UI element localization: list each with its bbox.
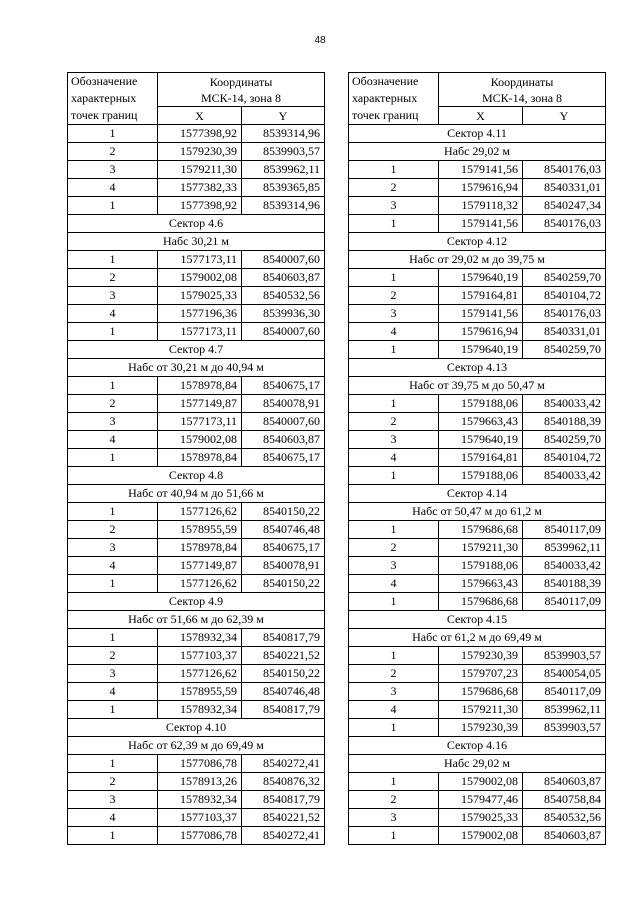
- y-coordinate: 8540247,34: [523, 197, 606, 215]
- y-column-header: Y: [523, 107, 606, 125]
- table-row: [349, 413, 606, 431]
- sector-height: Набс от 51,66 м до 62,39 м: [68, 611, 325, 629]
- table-row: [68, 449, 325, 467]
- point-number: 1: [349, 521, 439, 539]
- y-coordinate: 8540876,32: [242, 773, 325, 791]
- table-body: [349, 125, 606, 845]
- point-number: 3: [68, 539, 158, 557]
- y-coordinate: 8539314,96: [242, 197, 325, 215]
- x-coordinate: 1579640,19: [439, 341, 523, 359]
- point-number: 1: [349, 161, 439, 179]
- point-number: 1: [349, 215, 439, 233]
- point-number: 1: [349, 719, 439, 737]
- table-row: [349, 647, 606, 665]
- table-row: [68, 755, 325, 773]
- y-coordinate: 8540033,42: [523, 395, 606, 413]
- point-number: 1: [68, 125, 158, 143]
- table-row: [349, 467, 606, 485]
- point-number: 4: [68, 683, 158, 701]
- table-row: [68, 125, 325, 143]
- sector-height: Набс от 29,02 м до 39,75 м: [349, 251, 606, 269]
- y-coordinate: 8539903,57: [242, 143, 325, 161]
- x-coordinate: 1579188,06: [439, 557, 523, 575]
- sector-title-row: [349, 233, 606, 251]
- sector-title-row: [349, 359, 606, 377]
- x-coordinate: 1579616,94: [439, 179, 523, 197]
- table-row: [68, 269, 325, 287]
- x-coordinate: 1579025,33: [158, 287, 242, 305]
- point-number: 1: [68, 701, 158, 719]
- x-coordinate: 1577173,11: [158, 413, 242, 431]
- table-row: [68, 305, 325, 323]
- y-coordinate: 8540746,48: [242, 521, 325, 539]
- y-coordinate: 8540259,70: [523, 431, 606, 449]
- y-coordinate: 8539962,11: [523, 701, 606, 719]
- point-number: 4: [68, 557, 158, 575]
- x-coordinate: 1579211,30: [158, 161, 242, 179]
- x-coordinate: 1579164,81: [439, 287, 523, 305]
- x-coordinate: 1577196,36: [158, 305, 242, 323]
- y-coordinate: 8539365,85: [242, 179, 325, 197]
- y-coordinate: 8540331,01: [523, 179, 606, 197]
- table-row: [68, 395, 325, 413]
- table-row: [349, 827, 606, 845]
- point-number: 4: [68, 809, 158, 827]
- x-coordinate: 1579616,94: [439, 323, 523, 341]
- y-coordinate: 8540532,56: [523, 809, 606, 827]
- table-row: [68, 179, 325, 197]
- y-coordinate: 8540176,03: [523, 215, 606, 233]
- x-coordinate: 1577126,62: [158, 575, 242, 593]
- x-coordinate: 1579663,43: [439, 413, 523, 431]
- y-coordinate: 8540033,42: [523, 467, 606, 485]
- x-coordinate: 1579230,39: [439, 647, 523, 665]
- table-row: [349, 287, 606, 305]
- sector-height: Набс от 62,39 м до 69,49 м: [68, 737, 325, 755]
- sector-height-row: [349, 629, 606, 647]
- sector-title-row: [349, 737, 606, 755]
- sector-title-row: [68, 719, 325, 737]
- x-coordinate: 1579002,08: [158, 431, 242, 449]
- point-number: 1: [68, 197, 158, 215]
- table-row: [349, 719, 606, 737]
- y-coordinate: 8540117,09: [523, 521, 606, 539]
- table-row: [68, 575, 325, 593]
- y-coordinate: 8540675,17: [242, 449, 325, 467]
- x-coordinate: 1579002,08: [439, 773, 523, 791]
- sector-title: Сектор 4.11: [349, 125, 606, 143]
- x-coordinate: 1577126,62: [158, 665, 242, 683]
- y-coordinate: 8540817,79: [242, 701, 325, 719]
- x-coordinate: 1578932,34: [158, 629, 242, 647]
- table-row: [68, 413, 325, 431]
- x-coordinate: 1578955,59: [158, 683, 242, 701]
- y-coordinate: 8540188,39: [523, 413, 606, 431]
- y-coordinate: 8540150,22: [242, 503, 325, 521]
- y-coordinate: 8539314,96: [242, 125, 325, 143]
- sector-title: Сектор 4.9: [68, 593, 325, 611]
- x-coordinate: 1577173,11: [158, 323, 242, 341]
- x-coordinate: 1579188,06: [439, 467, 523, 485]
- x-coordinate: 1577103,37: [158, 809, 242, 827]
- x-coordinate: 1579640,19: [439, 431, 523, 449]
- point-number: 1: [349, 827, 439, 845]
- table-row: [68, 791, 325, 809]
- x-coordinate: 1579002,08: [158, 269, 242, 287]
- y-coordinate: 8539936,30: [242, 305, 325, 323]
- sector-height-row: [68, 233, 325, 251]
- x-column-header: X: [439, 107, 523, 125]
- table-row: [68, 251, 325, 269]
- point-number: 2: [68, 143, 158, 161]
- point-number: 3: [349, 197, 439, 215]
- sector-title: Сектор 4.13: [349, 359, 606, 377]
- table-row: [68, 161, 325, 179]
- sector-height: Набс от 50,47 м до 61,2 м: [349, 503, 606, 521]
- y-coordinate: 8540221,52: [242, 809, 325, 827]
- table-row: [349, 179, 606, 197]
- x-coordinate: 1577173,11: [158, 251, 242, 269]
- y-coordinate: 8539962,11: [523, 539, 606, 557]
- table-row: [349, 557, 606, 575]
- sector-title: Сектор 4.6: [68, 215, 325, 233]
- sector-title-row: [349, 611, 606, 629]
- point-number: 2: [68, 773, 158, 791]
- point-number: 3: [68, 161, 158, 179]
- x-coordinate: 1578978,84: [158, 449, 242, 467]
- table-row: [68, 809, 325, 827]
- x-coordinate: 1579686,68: [439, 521, 523, 539]
- y-coordinate: 8540150,22: [242, 575, 325, 593]
- point-number: 4: [68, 179, 158, 197]
- point-number: 2: [349, 791, 439, 809]
- point-number: 1: [68, 755, 158, 773]
- table-row: [349, 395, 606, 413]
- point-number: 1: [68, 251, 158, 269]
- table-row: [349, 701, 606, 719]
- point-number: 4: [68, 305, 158, 323]
- y-coordinate: 8540331,01: [523, 323, 606, 341]
- y-coordinate: 8540104,72: [523, 287, 606, 305]
- x-coordinate: 1577149,87: [158, 395, 242, 413]
- sector-title-row: [68, 341, 325, 359]
- point-number: 4: [349, 323, 439, 341]
- y-coordinate: 8540259,70: [523, 269, 606, 287]
- table-row: [68, 323, 325, 341]
- point-number: 3: [349, 809, 439, 827]
- x-coordinate: 1578932,34: [158, 701, 242, 719]
- table-row: [68, 143, 325, 161]
- x-coordinate: 1577398,92: [158, 125, 242, 143]
- table-row: [68, 629, 325, 647]
- sector-height: Набс от 61,2 м до 69,49 м: [349, 629, 606, 647]
- y-coordinate: 8540007,60: [242, 413, 325, 431]
- x-coordinate: 1578932,34: [158, 791, 242, 809]
- sector-title-row: [349, 125, 606, 143]
- point-number: 1: [68, 449, 158, 467]
- y-coordinate: 8539903,57: [523, 647, 606, 665]
- y-coordinate: 8540007,60: [242, 251, 325, 269]
- table-body: [68, 125, 325, 845]
- table-row: [349, 161, 606, 179]
- table-row: [349, 575, 606, 593]
- x-coordinate: 1577086,78: [158, 827, 242, 845]
- x-coordinate: 1579118,32: [439, 197, 523, 215]
- table-row: [349, 197, 606, 215]
- y-coordinate: 8540603,87: [242, 269, 325, 287]
- y-coordinate: 8540117,09: [523, 683, 606, 701]
- y-coordinate: 8540603,87: [523, 773, 606, 791]
- x-coordinate: 1579707,23: [439, 665, 523, 683]
- table-row: [68, 539, 325, 557]
- point-number: 2: [349, 179, 439, 197]
- x-coordinate: 1579230,39: [439, 719, 523, 737]
- y-coordinate: 8540272,41: [242, 827, 325, 845]
- y-coordinate: 8540176,03: [523, 161, 606, 179]
- coordinates-header: Координаты МСК-14, зона 8: [158, 73, 325, 107]
- point-number: 3: [349, 683, 439, 701]
- x-coordinate: 1579477,46: [439, 791, 523, 809]
- sector-height: Набс 30,21 м: [68, 233, 325, 251]
- sector-title: Сектор 4.12: [349, 233, 606, 251]
- y-coordinate: 8540758,84: [523, 791, 606, 809]
- sector-height-row: [349, 503, 606, 521]
- point-number: 4: [349, 449, 439, 467]
- point-number: 1: [349, 341, 439, 359]
- point-number: 2: [68, 395, 158, 413]
- sector-height: Набс 29,02 м: [349, 755, 606, 773]
- sector-title: Сектор 4.8: [68, 467, 325, 485]
- point-designation-header: Обозначение характерных точек границ: [349, 73, 439, 125]
- x-coordinate: 1579686,68: [439, 593, 523, 611]
- table-row: [349, 449, 606, 467]
- point-number: 4: [349, 575, 439, 593]
- y-coordinate: 8540272,41: [242, 755, 325, 773]
- point-number: 2: [349, 287, 439, 305]
- sector-height-row: [349, 755, 606, 773]
- x-coordinate: 1579230,39: [158, 143, 242, 161]
- table-row: [68, 431, 325, 449]
- table-row: [349, 791, 606, 809]
- x-coordinate: 1579141,56: [439, 215, 523, 233]
- point-number: 1: [68, 503, 158, 521]
- x-coordinate: 1577086,78: [158, 755, 242, 773]
- point-number: 2: [349, 413, 439, 431]
- sector-title: Сектор 4.14: [349, 485, 606, 503]
- table-row: [349, 215, 606, 233]
- coordinates-table-right: [348, 72, 606, 845]
- point-number: 1: [68, 629, 158, 647]
- table-row: [349, 665, 606, 683]
- y-coordinate: 8540007,60: [242, 323, 325, 341]
- coordinates-header: Координаты МСК-14, зона 8: [439, 73, 606, 107]
- point-number: 3: [349, 557, 439, 575]
- x-coordinate: 1578978,84: [158, 539, 242, 557]
- table-row: [68, 647, 325, 665]
- sector-height-row: [68, 611, 325, 629]
- x-coordinate: 1579686,68: [439, 683, 523, 701]
- y-coordinate: 8540675,17: [242, 377, 325, 395]
- sector-title-row: [68, 467, 325, 485]
- point-number: 2: [68, 269, 158, 287]
- point-number: 2: [349, 665, 439, 683]
- y-coordinate: 8540117,09: [523, 593, 606, 611]
- table-row: [349, 269, 606, 287]
- x-coordinate: 1577149,87: [158, 557, 242, 575]
- table-row: [68, 827, 325, 845]
- x-coordinate: 1578978,84: [158, 377, 242, 395]
- table-row: [68, 503, 325, 521]
- point-number: 3: [68, 791, 158, 809]
- table-row: [68, 287, 325, 305]
- point-number: 1: [349, 593, 439, 611]
- sector-title: Сектор 4.15: [349, 611, 606, 629]
- point-number: 1: [349, 773, 439, 791]
- point-designation-header: Обозначение характерных точек границ: [68, 73, 158, 125]
- table-row: [349, 683, 606, 701]
- x-coordinate: 1579002,08: [439, 827, 523, 845]
- point-number: 3: [68, 665, 158, 683]
- y-coordinate: 8540603,87: [242, 431, 325, 449]
- x-coordinate: 1579141,56: [439, 305, 523, 323]
- y-coordinate: 8540104,72: [523, 449, 606, 467]
- point-number: 3: [349, 305, 439, 323]
- sector-height: Набс от 40,94 м до 51,66 м: [68, 485, 325, 503]
- x-coordinate: 1579663,43: [439, 575, 523, 593]
- x-coordinate: 1579640,19: [439, 269, 523, 287]
- y-coordinate: 8539903,57: [523, 719, 606, 737]
- sector-title: Сектор 4.10: [68, 719, 325, 737]
- x-coordinate: 1578913,26: [158, 773, 242, 791]
- sector-title-row: [68, 215, 325, 233]
- sector-height-row: [349, 143, 606, 161]
- point-number: 3: [349, 431, 439, 449]
- sector-title-row: [349, 485, 606, 503]
- sector-title: Сектор 4.7: [68, 341, 325, 359]
- sector-height: Набс 29,02 м: [349, 143, 606, 161]
- sector-height-row: [349, 377, 606, 395]
- y-coordinate: 8540078,91: [242, 557, 325, 575]
- y-coordinate: 8540259,70: [523, 341, 606, 359]
- y-coordinate: 8540188,39: [523, 575, 606, 593]
- table-row: [349, 323, 606, 341]
- x-coordinate: 1579211,30: [439, 701, 523, 719]
- sector-title-row: [68, 593, 325, 611]
- x-coordinate: 1579025,33: [439, 809, 523, 827]
- x-coordinate: 1579211,30: [439, 539, 523, 557]
- table-row: [349, 773, 606, 791]
- table-row: [349, 305, 606, 323]
- table-row: [68, 701, 325, 719]
- point-number: 1: [349, 269, 439, 287]
- y-coordinate: 8540817,79: [242, 629, 325, 647]
- y-coordinate: 8540675,17: [242, 539, 325, 557]
- coordinates-table-left: [67, 72, 325, 845]
- y-coordinate: 8540176,03: [523, 305, 606, 323]
- x-coordinate: 1579164,81: [439, 449, 523, 467]
- x-coordinate: 1579141,56: [439, 161, 523, 179]
- page-number: 48: [314, 35, 326, 46]
- sector-height-row: [68, 737, 325, 755]
- x-column-header: X: [158, 107, 242, 125]
- sector-height-row: [68, 485, 325, 503]
- sector-height: Набс от 30,21 м до 40,94 м: [68, 359, 325, 377]
- y-coordinate: 8540746,48: [242, 683, 325, 701]
- y-coordinate: 8540603,87: [523, 827, 606, 845]
- point-number: 2: [68, 521, 158, 539]
- point-number: 1: [68, 323, 158, 341]
- point-number: 2: [68, 647, 158, 665]
- point-number: 1: [349, 647, 439, 665]
- table-row: [68, 557, 325, 575]
- table-row: [349, 593, 606, 611]
- x-coordinate: 1579188,06: [439, 395, 523, 413]
- point-number: 4: [68, 431, 158, 449]
- sector-height-row: [349, 251, 606, 269]
- y-coordinate: 8540817,79: [242, 791, 325, 809]
- x-coordinate: 1577382,33: [158, 179, 242, 197]
- table-row: [68, 773, 325, 791]
- x-coordinate: 1577103,37: [158, 647, 242, 665]
- table-row: [349, 431, 606, 449]
- x-coordinate: 1577398,92: [158, 197, 242, 215]
- y-coordinate: 8540221,52: [242, 647, 325, 665]
- table-row: [68, 683, 325, 701]
- point-number: 1: [349, 395, 439, 413]
- table-row: [349, 809, 606, 827]
- sector-title: Сектор 4.16: [349, 737, 606, 755]
- y-coordinate: 8540033,42: [523, 557, 606, 575]
- y-coordinate: 8540078,91: [242, 395, 325, 413]
- sector-height-row: [68, 359, 325, 377]
- table-row: [68, 665, 325, 683]
- point-number: 1: [349, 467, 439, 485]
- point-number: 1: [68, 827, 158, 845]
- y-coordinate: 8539962,11: [242, 161, 325, 179]
- x-coordinate: 1577126,62: [158, 503, 242, 521]
- table-row: [349, 521, 606, 539]
- table-row: [68, 377, 325, 395]
- point-number: 1: [68, 377, 158, 395]
- point-number: 2: [349, 539, 439, 557]
- point-number: 3: [68, 287, 158, 305]
- table-row: [349, 341, 606, 359]
- table-row: [349, 539, 606, 557]
- table-row: [68, 197, 325, 215]
- point-number: 4: [349, 701, 439, 719]
- y-coordinate: 8540150,22: [242, 665, 325, 683]
- y-coordinate: 8540054,05: [523, 665, 606, 683]
- point-number: 1: [68, 575, 158, 593]
- y-column-header: Y: [242, 107, 325, 125]
- y-coordinate: 8540532,56: [242, 287, 325, 305]
- sector-height: Набс от 39,75 м до 50,47 м: [349, 377, 606, 395]
- point-number: 3: [68, 413, 158, 431]
- x-coordinate: 1578955,59: [158, 521, 242, 539]
- table-row: [68, 521, 325, 539]
